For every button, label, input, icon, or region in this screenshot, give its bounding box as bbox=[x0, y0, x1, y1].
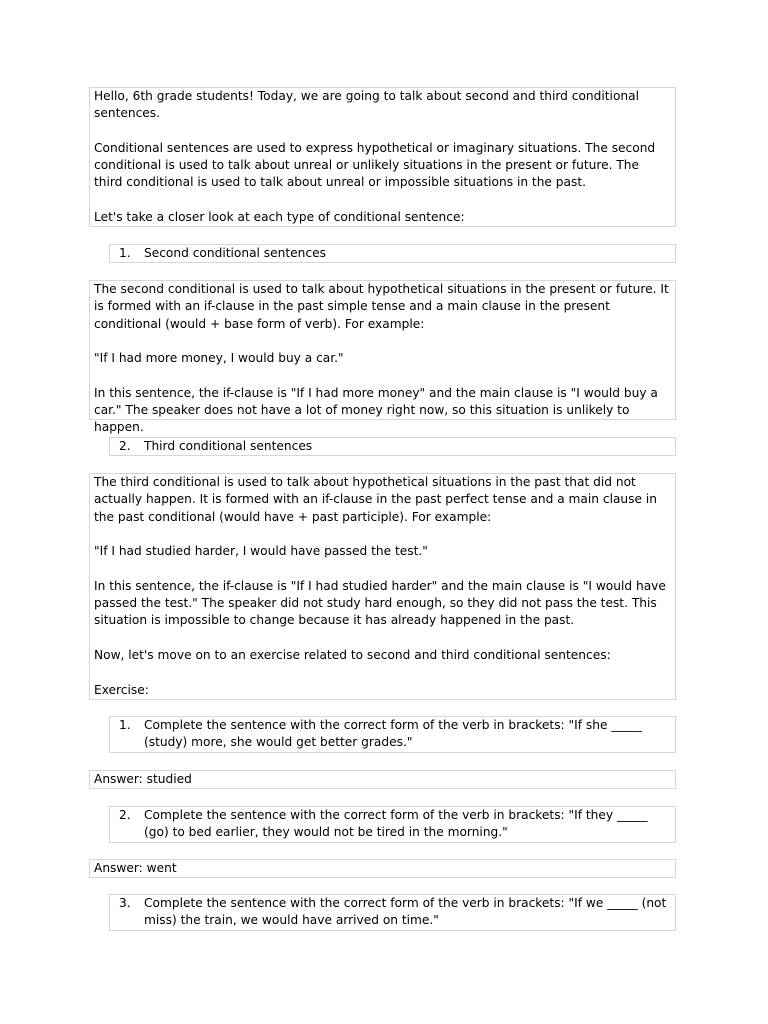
second-conditional-explanation: The second conditional is used to talk about hypothetical situations in the present or future. It is formed with an if-clause in the past simple tense and a main clause in the present conditional (would + base form of verb). For example: bbox=[94, 282, 669, 331]
section-heading-second-conditional bbox=[109, 244, 676, 263]
section-number: 2. bbox=[119, 439, 131, 453]
second-conditional-body bbox=[89, 280, 676, 435]
third-conditional-analysis: In this sentence, the if-clause is "If I had studied harder" and the main clause is "I would have passed the test." The speaker did not study hard enough, so they did not pass the test. This situation is impossible to change because it has already happened in the past. bbox=[94, 578, 666, 628]
section-title: Third conditional sentences bbox=[144, 439, 313, 453]
exercise-text: Complete the sentence with the correct form of the verb in brackets: "If we _____ (not miss) the train, we would have arrived on time." bbox=[144, 896, 667, 928]
section-heading-third-conditional bbox=[109, 437, 676, 456]
exercise-item bbox=[109, 894, 676, 931]
exercise-number: 1. bbox=[119, 718, 131, 732]
section-title: Second conditional sentences bbox=[144, 246, 326, 260]
exercise-intro: Now, let's move on to an exercise related to second and third conditional sentences: bbox=[94, 647, 611, 662]
second-conditional-analysis: In this sentence, the if-clause is "If I had more money" and the main clause is "I would buy a car." The speaker does not have a lot of money right now, so this situation is unlikely to happen. bbox=[94, 385, 658, 435]
intro-lead: Let's take a closer look at each type of conditional sentence: bbox=[94, 210, 465, 225]
section-number: 1. bbox=[119, 246, 131, 260]
intro-block bbox=[89, 87, 676, 227]
answer-text: Answer: studied bbox=[94, 772, 192, 786]
exercise-item bbox=[109, 806, 676, 843]
exercise-item bbox=[109, 716, 676, 753]
exercise-text: Complete the sentence with the correct form of the verb in brackets: "If they _____ (go) to bed earlier, they would not be tired in the morning." bbox=[144, 808, 648, 840]
intro-definition: Conditional sentences are used to express hypothetical or imaginary situations. The second conditional is used to talk about unreal or unlikely situations in the present or future. The third conditional is used to talk about unreal or impossible situations in the past. bbox=[94, 140, 656, 190]
exercise-text: Complete the sentence with the correct form of the verb in brackets: "If she _____ (study) more, she would get better grades." bbox=[144, 718, 642, 750]
answer-line bbox=[89, 770, 676, 789]
exercise-number: 2. bbox=[119, 808, 131, 822]
third-conditional-example: "If I had studied harder, I would have passed the test." bbox=[94, 544, 428, 559]
intro-greeting: Hello, 6th grade students! Today, we are going to talk about second and third conditional sentences. bbox=[94, 89, 639, 121]
exercise-label: Exercise: bbox=[94, 682, 149, 697]
second-conditional-example: "If I had more money, I would buy a car." bbox=[94, 351, 344, 366]
exercise-number: 3. bbox=[119, 896, 131, 910]
third-conditional-explanation: The third conditional is used to talk about hypothetical situations in the past that did not actually happen. It is formed with an if-clause in the past perfect tense and a main clause in the past conditional (would have + past participle). For example: bbox=[94, 475, 657, 524]
answer-text: Answer: went bbox=[94, 861, 177, 875]
third-conditional-body bbox=[89, 473, 676, 700]
answer-line bbox=[89, 859, 676, 878]
